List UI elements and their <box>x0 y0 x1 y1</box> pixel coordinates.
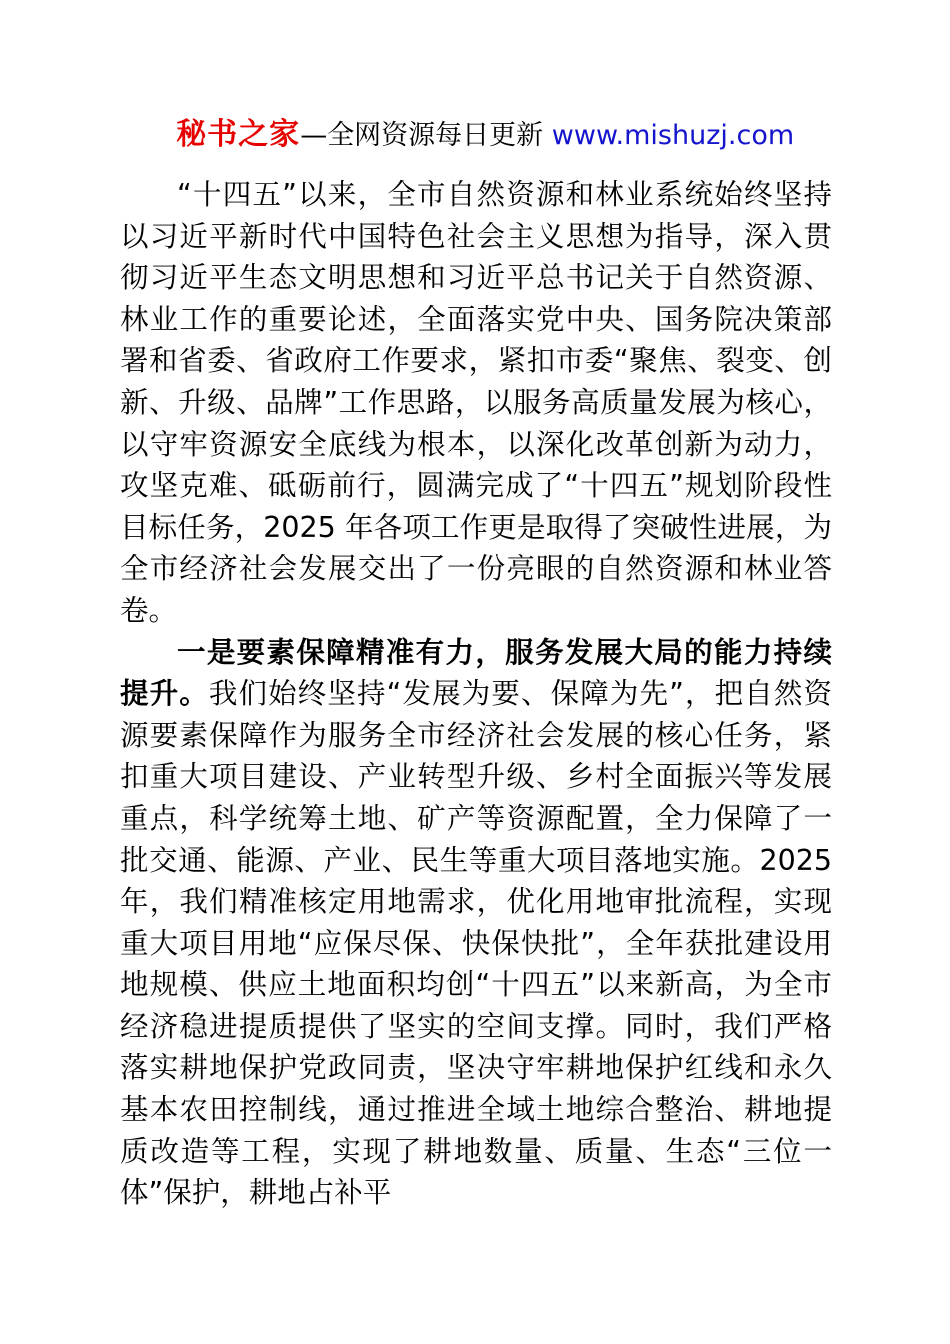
paragraph-intro: “十四五”以来，全市自然资源和林业系统始终坚持以习近平新时代中国特色社会主义思想为指导，深入贯彻习近平生态文明思想和习近平总书记关于自然资源、林业工作的重要论述，全面落实党中央、国务院决策部署和省委、省政府工作要求，紧扣市委“聚焦、裂变、创新、升级、品牌”工作思路，以服务高质量发展为核心，以守牢资源安全底线为根本，以深化改革创新为动力，攻坚克难、砥砺前行，圆满完成了“十四五”规划阶段性目标任务，2025 年各项工作更是取得了突破性进展，为全市经济社会发展交出了一份亮眼的自然资源和林业答卷。 <box>120 178 832 627</box>
section-one-heading: 一是要素保障精准有力，服务发展大局的能力持续提升。 <box>120 635 832 711</box>
site-tagline: —全网资源每日更新 <box>300 120 552 151</box>
section-one-text: 我们始终坚持“发展为要、保障为先”，把自然资源要素保障作为服务全市经济社会发展的核心任务，紧扣重大项目建设、产业转型升级、乡村全面振兴等发展重点，科学统筹土地、矿产等资源配置，全力保障了一批交通、能源、产业、民生等重大项目落地实施。2025 年，我们精准核定用地需求，优化用地审批流程，实现重大项目用地“应保尽保、快保快批”，全年获批建设用地规模、供应土地面积均创“十四五”以来新高，为全市经济稳进提质提供了坚实的空间支撑。同时，我们严格落实耕地保护党政同责，坚决守牢耕地保护红线和永久基本农田控制线，通过推进全域土地综合整治、耕地提质改造等工程，实现了耕地数量、质量、生态“三位一体”保护，耕地占补平 <box>120 677 832 1210</box>
paragraph-section-one <box>120 632 832 1214</box>
site-url-link[interactable]: www.mishuzj.com <box>551 120 795 151</box>
document-body <box>120 174 832 1214</box>
site-brand: 秘书之家 <box>176 117 301 152</box>
